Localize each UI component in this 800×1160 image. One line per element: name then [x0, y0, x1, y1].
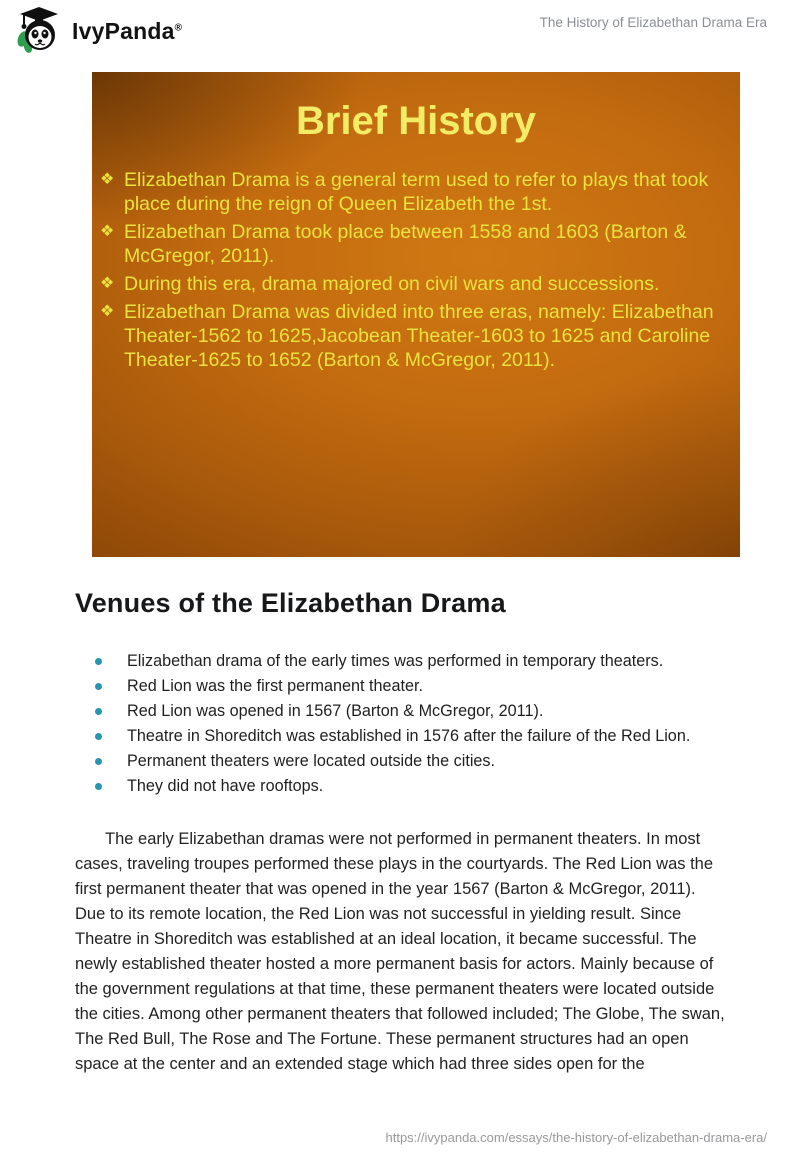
section-heading: Venues of the Elizabethan Drama [75, 588, 506, 618]
slide-image [92, 72, 740, 557]
bullet-dot-icon [95, 683, 102, 690]
footer-url-link[interactable]: https://ivypanda.com/essays/the-history-of-elizabethan-drama-era/ [385, 1130, 767, 1145]
slide-bullet-text: Elizabethan Drama took place between 1558 and 1603 (Barton & McGregor, 2011). [124, 221, 687, 267]
slide-title: Brief History [295, 99, 537, 143]
list-item [75, 724, 727, 749]
bullet-dot-icon [95, 708, 102, 715]
diamond-bullet-icon: ❖ [100, 275, 115, 292]
diamond-bullet-icon: ❖ [100, 171, 115, 188]
main-content [75, 588, 727, 1094]
slide-bullet-text: Elizabethan Drama was divided into three eras, namely: Elizabethan Theater-1562 to 1625,Jacobean Theater-1603 to 1625 and Caroline Theater-1625 to 1652 (Barton & McGregor, 2011). [124, 301, 714, 371]
slide-bullet-text: During this era, drama majored on civil wars and successions. [124, 273, 660, 295]
slide-bullet-item [100, 272, 732, 296]
list-item [75, 699, 727, 724]
diamond-bullet-icon: ❖ [100, 303, 115, 320]
list-item [75, 674, 727, 699]
diamond-bullet-icon: ❖ [100, 223, 115, 240]
ivypanda-logo[interactable] [16, 5, 182, 58]
list-item [75, 774, 727, 799]
slide-bullet-item [100, 220, 732, 268]
body-paragraph: The early Elizabethan dramas were not performed in permanent theaters. In most cases, traveling troupes performed these plays in the courtyards. The Red Lion was the first permanent theater that was opened in the year 1567 (Barton & McGregor, 2011). Due to its remote location, the Red Lion was not successful in yielding result. Since Theatre in Shoreditch was established at an ideal location, it became successful. The newly established theater hosted a more permanent basis for actors. Mainly because of the government regulations at that time, these permanent theaters were located outside the cities. Among other permanent theaters that followed included; The Globe, The swan, The Red Bull, The Rose and The Fortune. These permanent structures had an open space at the center and an extended stage which had three sides open for the [75, 830, 725, 1073]
list-item-text: Elizabethan drama of the early times was performed in temporary theaters. [127, 652, 664, 670]
list-item [75, 749, 727, 774]
list-item-text: Red Lion was opened in 1567 (Barton & McGregor, 2011). [127, 702, 544, 720]
bullet-dot-icon [95, 783, 102, 790]
venue-list [75, 649, 727, 799]
list-item-text: Theatre in Shoreditch was established in 1576 after the failure of the Red Lion. [127, 727, 691, 745]
slide-bullet-item [100, 300, 732, 372]
slide-bullet-text: Elizabethan Drama is a general term used to refer to plays that took place during the reign of Queen Elizabeth the 1st. [124, 169, 709, 215]
bullet-dot-icon [95, 658, 102, 665]
page-header-title: The History of Elizabethan Drama Era [539, 15, 767, 30]
list-item-text: Red Lion was the first permanent theater. [127, 677, 424, 695]
logo-wordmark: IvyPanda® [72, 18, 183, 44]
bullet-dot-icon [95, 733, 102, 740]
bullet-dot-icon [95, 758, 102, 765]
ivypanda-logo-icon [16, 5, 62, 58]
list-item-text: They did not have rooftops. [127, 777, 324, 795]
list-item [75, 649, 727, 674]
slide-bullet-item [100, 168, 732, 216]
registered-mark: ® [174, 22, 183, 34]
list-item-text: Permanent theaters were located outside the cities. [127, 752, 496, 770]
slide-bullet-list [92, 168, 740, 372]
